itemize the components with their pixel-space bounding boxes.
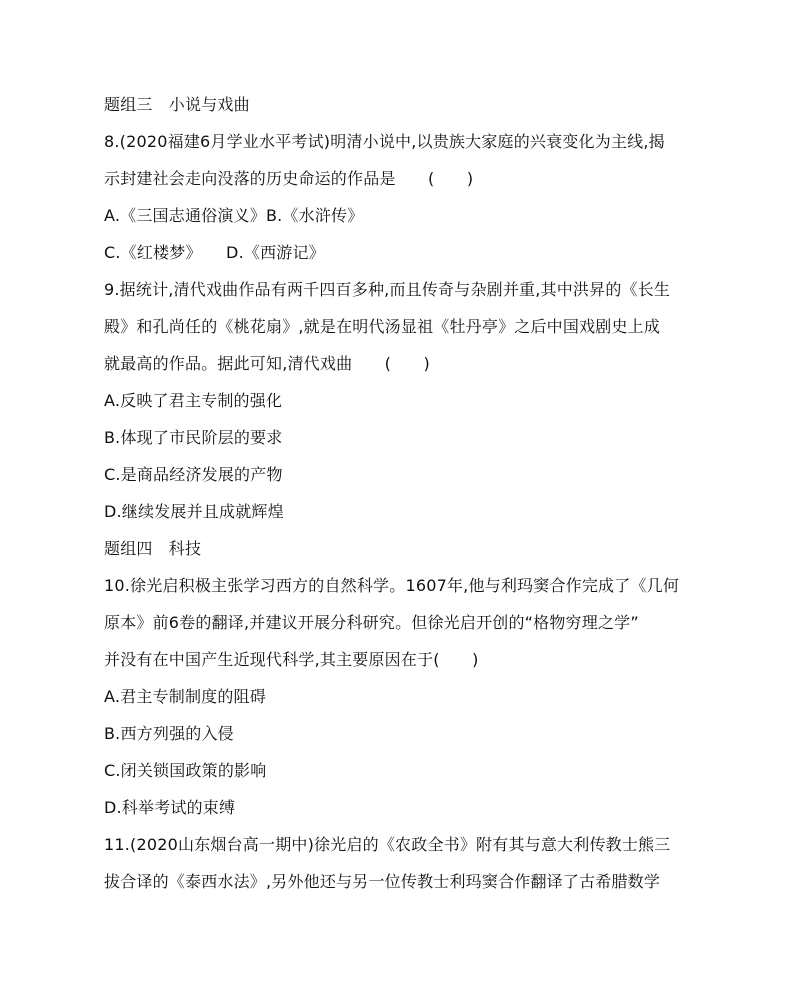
question-text: 原本》前6卷的翻译,并建议开展分科研究。但徐光启开创的“格物穷理之学” (104, 613, 639, 632)
question-text: 10.徐光启积极主张学习西方的自然科学。1607年,他与利玛窦合作完成了《几何 (104, 576, 680, 595)
question-9 (104, 271, 704, 530)
question-11 (104, 826, 704, 900)
option-c: C.闭关锁国政策的影响 (104, 761, 267, 780)
option-a: A.君主专制制度的阻碍 (104, 687, 266, 706)
answer-options: A.《三国志通俗演义》B.《水浒传》 (104, 206, 364, 225)
question-text: 殿》和孔尚任的《桃花扇》,就是在明代汤显祖《牡丹亭》之后中国戏剧史上成 (104, 317, 661, 336)
document-page (104, 86, 704, 900)
question-text: 并没有在中国产生近现代科学,其主要原因在于( ) (104, 650, 479, 669)
section-heading: 题组三 小说与戏曲 (104, 95, 250, 114)
option-c: C.是商品经济发展的产物 (104, 465, 283, 484)
question-text: 拔合译的《泰西水法》,另外他还与另一位传教士利玛窦合作翻译了古希腊数学 (104, 872, 661, 891)
question-text: 11.(2020山东烟台高一期中)徐光启的《农政全书》附有其与意大利传教士熊三 (104, 835, 671, 854)
question-text: 就最高的作品。据此可知,清代戏曲 ( ) (104, 354, 430, 373)
section-heading: 题组四 科技 (104, 539, 202, 558)
question-8 (104, 123, 704, 271)
question-10 (104, 567, 704, 826)
question-text: 9.据统计,清代戏曲作品有两千四百多种,而且传奇与杂剧并重,其中洪昇的《长生 (104, 280, 671, 299)
question-text: 示封建社会走向没落的历史命运的作品是 ( ) (104, 169, 474, 188)
question-text: 8.(2020福建6月学业水平考试)明清小说中,以贵族大家庭的兴衰变化为主线,揭 (104, 132, 665, 151)
option-d: D.继续发展并且成就辉煌 (104, 502, 284, 521)
option-a: A.反映了君主专制的强化 (104, 391, 283, 410)
answer-options: C.《红楼梦》 D.《西游记》 (104, 243, 325, 262)
option-d: D.科举考试的束缚 (104, 798, 236, 817)
option-b: B.西方列强的入侵 (104, 724, 234, 743)
option-b: B.体现了市民阶层的要求 (104, 428, 283, 447)
